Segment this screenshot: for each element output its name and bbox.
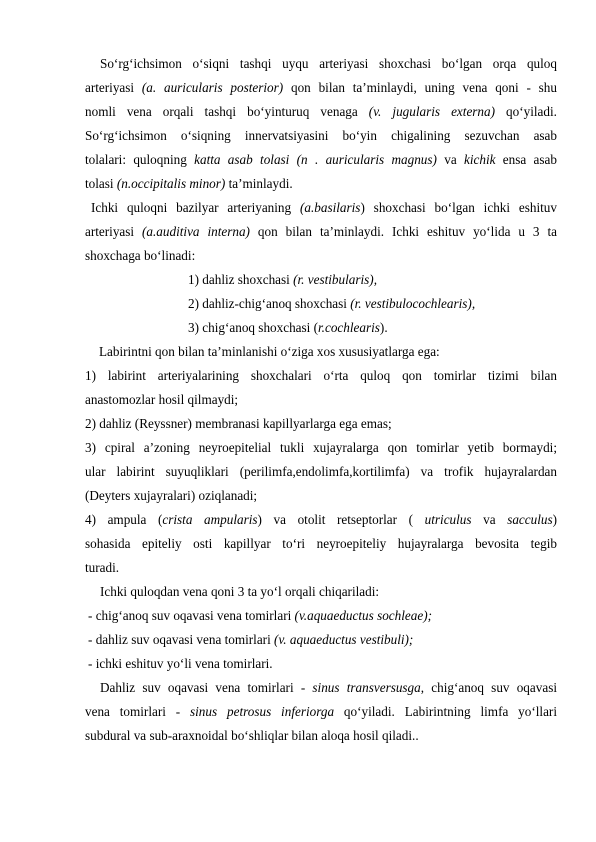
text-line bbox=[85, 388, 557, 412]
italic-term: (n.occipitalis minor) bbox=[116, 176, 226, 191]
text-line bbox=[85, 220, 557, 244]
text-run: (Deyters xujayralari) oziqlanadi; bbox=[85, 488, 258, 503]
text-run: - ichki eshituv yo‘li vena tomirlari. bbox=[88, 656, 273, 671]
italic-term: sinus petrosus inferiorga bbox=[190, 704, 335, 719]
list-item bbox=[85, 364, 557, 388]
italic-term: sacculus bbox=[507, 512, 553, 527]
italic-term: (v. aquaeductus vestibuli); bbox=[274, 632, 414, 647]
text-run: arteriyasi bbox=[85, 80, 142, 95]
text-run: subdural va sub-araxnoidal bo‘shliqlar bilan aloqa hosil qiladi.. bbox=[85, 728, 419, 743]
text-run: 4) ampula ( bbox=[85, 512, 163, 527]
italic-term: (a. auricularis posterior) bbox=[141, 80, 284, 95]
italic-term: (v. jugularis externa) bbox=[368, 104, 496, 119]
text-run: ensa asab bbox=[495, 152, 557, 167]
text-line bbox=[85, 52, 557, 76]
text-run: turadi. bbox=[85, 560, 120, 575]
italic-term: katta asab tolasi (n . auricularis magnus) bbox=[194, 152, 437, 167]
text-run: Ichki quloqni bazilyar arteriyaning bbox=[91, 200, 300, 215]
list-item bbox=[85, 436, 557, 460]
list-item bbox=[85, 652, 557, 676]
text-line bbox=[85, 244, 557, 268]
italic-term: crista ampularis bbox=[162, 512, 258, 527]
italic-term: utriculus bbox=[424, 512, 472, 527]
text-run: ular labirint suyuqliklari (perilimfa,endolimfa,kortilimfa) va trofik hujayralardan bbox=[85, 464, 557, 479]
text-line bbox=[85, 484, 557, 508]
text-run: qo‘yiladi. Labirintning limfa yo‘llari bbox=[334, 704, 557, 719]
list-item bbox=[85, 292, 557, 316]
text-line bbox=[85, 340, 557, 364]
text-line bbox=[85, 172, 557, 196]
text-line bbox=[85, 76, 557, 100]
text-run: nomli vena orqali tashqi bo‘yinturuq venaga bbox=[85, 104, 369, 119]
text-line bbox=[85, 676, 557, 700]
text-run: Ichki quloqdan vena qoni 3 ta yo‘l orqali chiqariladi: bbox=[100, 584, 380, 599]
list-item bbox=[85, 628, 557, 652]
text-run: ) va otolit retseptorlar ( bbox=[257, 512, 425, 527]
text-run: 1) dahliz shoxchasi bbox=[188, 272, 294, 287]
text-run: 3) cpiral a’zoning neyroepitelial tukli xujayralarga qon tomirlar yetib bormaydi; bbox=[85, 440, 557, 455]
list-item bbox=[85, 316, 557, 340]
text-run: 3) chig‘anoq shoxchasi ( bbox=[188, 320, 319, 335]
document-body bbox=[85, 52, 557, 748]
text-run: ) bbox=[552, 512, 557, 527]
text-run: So‘rg‘ichsimon o‘siqni tashqi uyqu arteriyasi shoxchasi bo‘lgan orqa quloq bbox=[100, 56, 557, 71]
text-run: shoxchaga bo‘linadi: bbox=[85, 248, 196, 263]
text-run: Labirintni qon bilan ta’minlanishi o‘ziga xos xususiyatlarga ega: bbox=[99, 344, 440, 359]
text-line bbox=[85, 124, 557, 148]
text-run: vena tomirlari - bbox=[85, 704, 191, 719]
text-run: qo‘yiladi. bbox=[495, 104, 557, 119]
text-run: va bbox=[471, 512, 508, 527]
text-run: , chig‘anoq suv oqavasi bbox=[420, 680, 557, 695]
text-run: qon bilan ta’minlaydi. Ichki eshituv yo‘lida u 3 ta bbox=[249, 224, 557, 239]
text-line bbox=[85, 100, 557, 124]
text-run: qon bilan ta’minlaydi, uning vena qoni - shu bbox=[283, 80, 557, 95]
text-line bbox=[85, 580, 557, 604]
text-run: tolalari: quloqning bbox=[85, 152, 195, 167]
text-line bbox=[85, 700, 557, 724]
text-line bbox=[85, 532, 557, 556]
text-run: 2) dahliz-chig‘anoq shoxchasi bbox=[188, 296, 351, 311]
text-run: - chig‘anoq suv oqavasi vena tomirlari bbox=[88, 608, 295, 623]
text-run: anastomozlar hosil qilmaydi; bbox=[85, 392, 239, 407]
text-run: 2) dahliz (Reyssner) membranasi kapillyarlarga ega emas; bbox=[85, 416, 392, 431]
italic-term: (v.aquaeductus sochleae); bbox=[294, 608, 432, 623]
list-item bbox=[85, 604, 557, 628]
italic-term: (a.basilaris bbox=[299, 200, 361, 215]
text-run: arteriyasi bbox=[85, 224, 143, 239]
text-run: - dahliz suv oqavasi vena tomirlari bbox=[88, 632, 275, 647]
text-line bbox=[85, 148, 557, 172]
text-run: sohasida epiteliy osti kapillyar to‘ri neyroepiteliy hujayralarga bevosita tegib bbox=[85, 536, 557, 551]
text-line bbox=[85, 556, 557, 580]
text-run: ) shoxchasi bo‘lgan ichki eshituv bbox=[360, 200, 557, 215]
text-run: 1) labirint arteriyalarining shoxchalari o‘rta quloq qon tomirlar tizimi bilan bbox=[85, 368, 557, 383]
italic-term: sinus transversusga bbox=[312, 680, 421, 695]
text-line bbox=[85, 460, 557, 484]
text-run: ta’minlaydi. bbox=[225, 176, 293, 191]
text-run: Dahliz suv oqavasi vena tomirlari - bbox=[100, 680, 313, 695]
list-item bbox=[85, 268, 557, 292]
text-line bbox=[85, 196, 557, 220]
text-run: ). bbox=[379, 320, 388, 335]
italic-term: kichik bbox=[464, 152, 496, 167]
italic-term: (a.auditiva interna) bbox=[142, 224, 250, 239]
text-run: va bbox=[436, 152, 464, 167]
text-run: tolasi bbox=[85, 176, 117, 191]
italic-term: (r. vestibulocochlearis), bbox=[350, 296, 476, 311]
text-line bbox=[85, 724, 557, 748]
text-run: So‘rg‘ichsimon o‘siqning innervatsiyasini bo‘yin chigalining sezuvchan asab bbox=[85, 128, 557, 143]
italic-term: r.cochlearis bbox=[318, 320, 380, 335]
list-item bbox=[85, 508, 557, 532]
list-item bbox=[85, 412, 557, 436]
italic-term: (r. vestibularis), bbox=[293, 272, 377, 287]
